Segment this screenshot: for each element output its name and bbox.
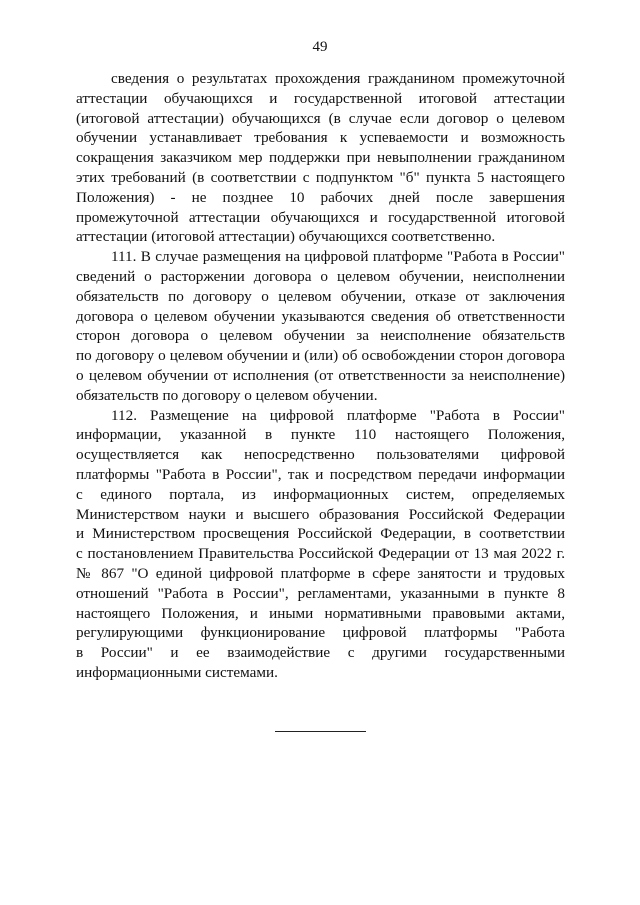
text-line: регулирующими функционирование цифровой платформы "Работа [76,624,565,642]
text-line: аттестации обучающихся и государственной итоговой аттестации [76,89,565,107]
text-line: Положения) - не позднее 10 рабочих дней после завершения [76,188,565,206]
text-line: с единого портала, из информационных систем, определяемых [76,485,565,503]
text-line: платформы "Работа в России", так и посредством передачи информации [76,465,565,483]
paragraph-111 [76,247,565,405]
text-line: (итоговой аттестации) обучающихся (в случае если договор о целевом [76,109,565,127]
end-separator-line [275,731,366,732]
text-line: сторон договора о целевом обучении за неисполнение обязательств [76,327,565,345]
page-number: 49 [312,39,328,55]
text-line: аттестации (итоговой аттестации) обучающихся соответственно. [76,228,496,246]
text-line: этих требований (в соответствии с подпунктом "б" пункта 5 настоящего [76,168,565,186]
text-line: сведений о расторжении договора о целевом обучении, неисполнении [76,267,565,285]
paragraph-1 [76,69,565,247]
text-line: сведения о результатах прохождения гражданином промежуточной [111,70,565,87]
text-line: промежуточной аттестации обучающихся и государственной итоговой [76,208,565,226]
text-line: № 867 "О единой цифровой платформе в сфере занятости и трудовых [76,564,565,582]
text-line: обязательств по договору о целевом обучении, отказе от заключения [76,287,565,305]
text-line: отношений "Работа в России", регламентами, указанными в пункте 8 [76,584,565,602]
text-line: информационными системами. [76,663,278,681]
text-line: информации, указанной в пункте 110 настоящего Положения, [76,426,565,444]
text-line: договора о целевом обучении указываются сведения об ответственности [76,307,565,325]
text-line: и Министерством просвещения Российской Федерации, в соответствии [76,525,565,543]
text-line: обучении устанавливает требования к успеваемости и возможность [76,129,565,147]
text-line: Министерством науки и высшего образования Российской Федерации [76,505,565,523]
text-line: 112. Размещение на цифровой платформе "Работа в России" [111,406,565,424]
text-line: настоящего Положения, и иными нормативными правовыми актами, [76,604,565,622]
text-line: обязательств по договору о целевом обучении. [76,386,378,404]
text-line: о целевом обучении от исполнения (от ответственности за неисполнение) [76,366,565,384]
document-body [76,69,565,683]
paragraph-112 [76,406,565,683]
text-line: 111. В случае размещения на цифровой платформе "Работа в России" [111,248,565,266]
text-line: осуществляется как непосредственно пользователями цифровой [76,446,565,464]
text-line: в России" и ее взаимодействие с другими государственными [76,644,565,662]
text-line: по договору о целевом обучении и (или) об освобождении сторон договора [76,347,565,365]
text-line: с постановлением Правительства Российской Федерации от 13 мая 2022 г. [76,545,565,563]
text-line: сокращения заказчиком мер поддержки при невыполнении гражданином [76,149,565,167]
